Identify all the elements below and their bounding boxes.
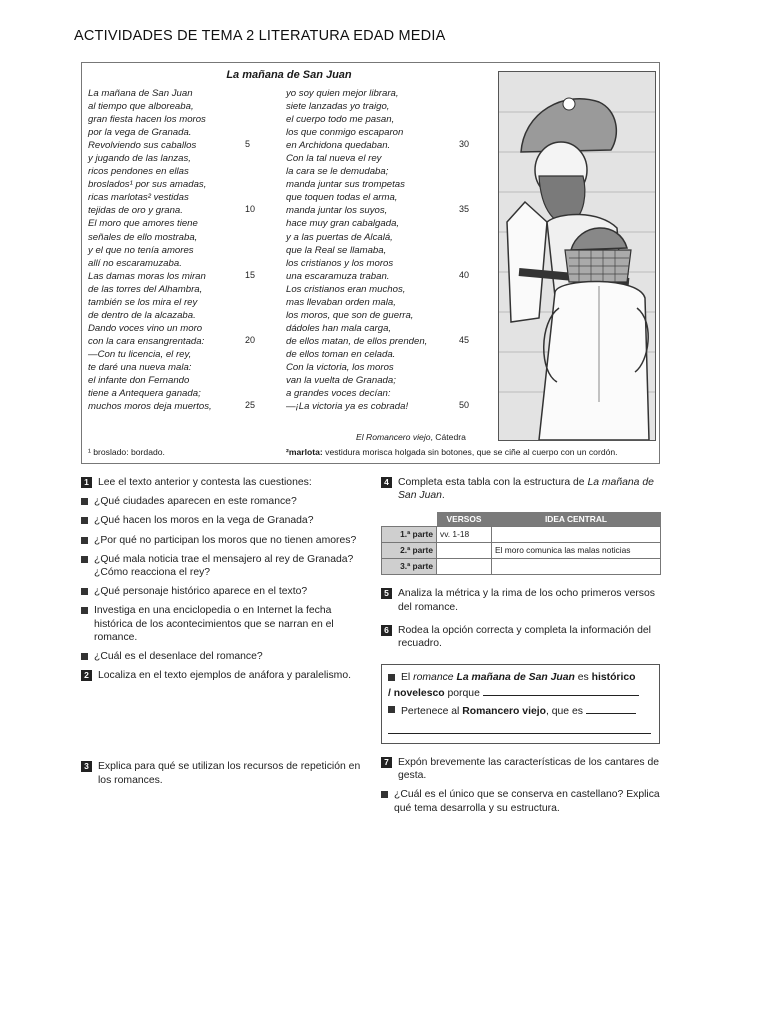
line-number: 5 — [245, 139, 251, 150]
row-versos[interactable]: vv. 1-18 — [437, 527, 492, 543]
poem-verse: y jugando de las lanzas, — [88, 153, 191, 165]
row-versos[interactable] — [437, 543, 492, 559]
illustration-drawing — [499, 72, 655, 440]
line-number: 15 — [245, 269, 256, 280]
exercise-1-bullet — [81, 585, 364, 598]
exercise-2 — [81, 669, 364, 682]
table-row — [382, 559, 661, 575]
exercise-1 — [81, 476, 364, 489]
poem-verse: la cara se le demudaba; — [286, 166, 389, 178]
source-publisher: , Cátedra — [430, 432, 466, 442]
poem-verse: dádoles han mala carga, — [286, 322, 392, 334]
exercise-4 — [381, 476, 662, 502]
poem-verse: de dentro de la alcazaba. — [88, 309, 196, 321]
option-novelesco[interactable]: / novelesco — [388, 688, 445, 699]
exercise-5 — [381, 587, 662, 613]
box-text: Pertenece al — [401, 706, 463, 717]
poem-verse: los que conmigo escaparon — [286, 127, 404, 139]
exercise-5-text: Analiza la métrica y la rima de los ocho primeros versos del romance. — [398, 588, 655, 613]
poem-source — [356, 432, 466, 442]
footnote-1-mark: ¹ broslado: — [88, 447, 129, 457]
line-number: 25 — [245, 400, 256, 411]
exercise-7-bullet — [381, 788, 662, 814]
poem-verse: manda juntar sus trompetas — [286, 179, 405, 191]
poem-verse: —¡La victoria ya es cobrada! — [286, 401, 409, 413]
exercise-1-bullet — [81, 604, 364, 644]
poem-verse: La mañana de San Juan — [88, 88, 193, 99]
exercise-6 — [381, 624, 662, 650]
table-header-idea: IDEA CENTRAL — [492, 512, 661, 527]
poem-verse: de las torres del Alhambra, — [88, 283, 203, 295]
exercise-3-text: Explica para qué se utilizan los recursos de repetición en los romances. — [98, 761, 361, 786]
poem-verse: los moros, que son de guerra, — [286, 309, 414, 321]
exercise-2-number: 2 — [81, 670, 92, 681]
exercise-1-question: ¿Qué ciudades aparecen en este romance? — [94, 496, 297, 508]
info-box-line-1 — [388, 671, 653, 685]
poem-verse: de ellos matan, de ellos prenden, — [286, 335, 428, 347]
footnote-2-text: vestidura morisca holgada sin botones, que se ciñe al cuerpo con un cordón. — [325, 447, 618, 457]
box-text: porque — [444, 688, 480, 699]
poem-verse: broslados¹ por sus amadas, — [88, 179, 207, 191]
poem-verse: y a las puertas de Alcalá, — [286, 231, 393, 243]
info-box — [381, 664, 660, 744]
exercise-1-bullets — [81, 495, 364, 663]
poem-verse: mas llevaban orden mala, — [286, 296, 396, 308]
poem-verse: te daré una nueva mala: — [88, 361, 192, 373]
exercise-5-number: 5 — [381, 588, 392, 599]
exercise-1-bullet — [81, 553, 364, 579]
table-corner — [382, 512, 437, 527]
exercise-1-bullet — [81, 534, 364, 547]
line-number: 20 — [245, 334, 256, 345]
bullet-square-icon — [81, 653, 88, 660]
poem-verse: —Con tu licencia, el rey, — [88, 348, 192, 360]
poem-verse: yo soy quien mejor librara, — [286, 88, 399, 99]
exercise-1-question: ¿Qué personaje histórico aparece en el texto? — [94, 586, 308, 598]
footnote-1-text: bordado. — [131, 447, 165, 457]
bullet-square-icon — [81, 607, 88, 614]
row-label: 3.ª parte — [382, 559, 437, 575]
exercises-right-column — [381, 476, 662, 650]
poem-verse: con la cara ensangrentada: — [88, 335, 205, 347]
bullet-square-icon — [81, 556, 88, 563]
bullet-square-icon — [81, 517, 88, 524]
poem-verse: Con la tal nueva el rey — [286, 153, 382, 165]
row-versos[interactable] — [437, 559, 492, 575]
row-idea[interactable] — [492, 559, 661, 575]
bullet-square-icon — [388, 706, 395, 713]
option-historico[interactable]: histórico — [591, 672, 636, 683]
poem-verse: a grandes voces decían: — [286, 388, 391, 400]
illustration-king-and-soldier — [498, 71, 656, 441]
exercise-7-bullet-text: ¿Cuál es el único que se conserva en castellano? Explica qué tema desarrolla y su estructura. — [394, 789, 660, 814]
exercise-4-text-italic: La mañana de San Juan — [398, 477, 654, 502]
poem-verse: que la Real se llamaba, — [286, 244, 387, 256]
exercise-7 — [381, 756, 662, 782]
row-idea[interactable] — [492, 527, 661, 543]
exercises-left-column — [81, 476, 364, 787]
table-row — [382, 527, 661, 543]
exercise-4-text-b: . — [441, 490, 445, 502]
exercise-1-question: ¿Cuál es el desenlace del romance? — [94, 651, 263, 663]
row-label: 1.ª parte — [382, 527, 437, 543]
exercise-1-number: 1 — [81, 477, 92, 488]
poem-verse: allí no escaramuzaba. — [88, 257, 182, 269]
exercise-1-question: ¿Qué mala noticia trae el mensajero al rey de Granada? ¿Cómo reacciona el rey? — [94, 553, 354, 579]
exercise-1-text: Lee el texto anterior y contesta las cuestiones: — [98, 477, 312, 488]
box-text-italic: romance — [413, 672, 457, 683]
poem-verse: Dando voces vino un moro — [88, 322, 203, 334]
poem-verse: una escaramuza traban. — [286, 270, 390, 282]
poem-verse: Las damas moras los miran — [88, 270, 206, 282]
table-header-versos: VERSOS — [437, 512, 492, 527]
poem-verse: El moro que amores tiene — [88, 218, 198, 230]
poem-box — [81, 62, 660, 464]
bullet-square-icon — [381, 791, 388, 798]
poem-verse: el infante don Fernando — [88, 375, 190, 387]
poem-verse: en Archidona quedaban. — [286, 140, 391, 152]
exercise-4-text — [398, 476, 662, 502]
page-title: ACTIVIDADES DE TEMA 2 LITERATURA EDAD MEDIA — [74, 28, 446, 44]
table-row — [382, 543, 661, 559]
exercise-6-number: 6 — [381, 625, 392, 636]
structure-table — [381, 512, 661, 575]
poem-verse: al tiempo que alboreaba, — [88, 101, 194, 113]
box-text: , que es — [545, 706, 583, 717]
exercise-1-bullet — [81, 514, 364, 527]
line-number: 30 — [459, 139, 470, 150]
answer-blank-1[interactable] — [483, 685, 639, 696]
bullet-square-icon — [81, 588, 88, 595]
bullet-square-icon — [81, 537, 88, 544]
line-number: 50 — [459, 400, 470, 411]
poem-verse: Con la victoria, los moros — [286, 361, 394, 373]
poem-verse: ricas marlotas² vestidas — [88, 192, 189, 204]
exercise-7-block — [381, 756, 662, 815]
exercise-1-question: ¿Qué hacen los moros en la vega de Granada? — [94, 515, 314, 527]
poem-verse: Los cristianos eran muchos, — [286, 283, 406, 295]
poem-verse: hace muy gran cabalgada, — [286, 218, 400, 230]
line-number: 40 — [459, 269, 470, 280]
info-box-line-3 — [388, 703, 653, 719]
exercise-1-bullet — [81, 650, 364, 663]
poem-verse: tiene a Antequera ganada; — [88, 388, 201, 400]
poem-verse: gran fiesta hacen los moros — [88, 114, 206, 126]
line-number: 35 — [459, 204, 470, 215]
poem-verse: también se los mira el rey — [88, 296, 198, 308]
line-number: 45 — [459, 334, 470, 345]
exercise-3 — [81, 760, 364, 786]
exercise-6-text: Rodea la opción correcta y completa la información del recuadro. — [398, 624, 651, 650]
footnote-2-mark: ²marlota: — [286, 447, 323, 457]
box-text-bold: Romancero viejo — [462, 706, 546, 717]
exercise-4-number: 4 — [381, 477, 392, 488]
poem-verse: que toquen todas el arma, — [286, 192, 398, 204]
poem-verse: siete lanzadas yo traigo, — [286, 101, 390, 113]
poem-verse: tejidas de oro y grana. — [88, 205, 183, 217]
info-box-line-4 — [388, 723, 653, 739]
exercise-4-text-a: Completa esta tabla con la estructura de — [398, 477, 588, 488]
poem-verse: muchos moros deja muertos, — [88, 401, 212, 413]
poem-verse: el cuerpo todo me pasan, — [286, 114, 395, 126]
poem-verse: Revolviendo sus caballos — [88, 140, 197, 152]
poem-verse: y el que no tenía amores — [88, 244, 194, 256]
box-text-title: La mañana de San Juan — [456, 672, 575, 683]
row-idea[interactable]: El moro comunica las malas noticias — [492, 543, 661, 559]
source-title: El Romancero viejo — [356, 432, 431, 442]
bullet-square-icon — [388, 674, 395, 681]
exercise-3-number: 3 — [81, 761, 92, 772]
box-text: es — [574, 672, 592, 683]
poem-verse: los cristianos y los moros — [286, 257, 394, 269]
exercise-1-question: ¿Por qué no participan los moros que no tienen amores? — [94, 534, 357, 546]
poem-column-1 — [88, 87, 278, 413]
poem-verse: de ellos toman en celada. — [286, 348, 396, 360]
poem-verse: ricos pendones en ellas — [88, 166, 189, 178]
footnote-2 — [286, 447, 618, 457]
answer-blank-2[interactable] — [586, 703, 636, 714]
poem-verse: por la vega de Granada. — [88, 127, 192, 139]
row-label: 2.ª parte — [382, 543, 437, 559]
line-number: 10 — [245, 204, 256, 215]
exercise-7-text: Expón brevemente las características de los cantares de gesta. — [398, 757, 660, 782]
poem-title: La mañana de San Juan — [226, 69, 352, 81]
footnote-1 — [88, 447, 165, 457]
exercise-7-number: 7 — [381, 757, 392, 768]
poem-verse: van la vuelta de Granada; — [286, 375, 396, 387]
exercise-1-question: Investiga en una enciclopedia o en Internet la fecha histórica de los acontecimientos que se narran en el romance. — [94, 605, 334, 643]
exercise-2-text: Localiza en el texto ejemplos de anáfora y paralelismo. — [98, 670, 351, 682]
bullet-square-icon — [81, 498, 88, 505]
poem-verse: manda juntar los suyos, — [286, 205, 388, 217]
answer-blank-3[interactable] — [388, 723, 651, 734]
info-box-line-2 — [388, 685, 653, 701]
box-text: El — [401, 672, 414, 683]
poem-column-2 — [286, 87, 476, 413]
poem-verse: señales de ello mostraba, — [88, 231, 198, 243]
exercise-1-bullet — [81, 495, 364, 508]
